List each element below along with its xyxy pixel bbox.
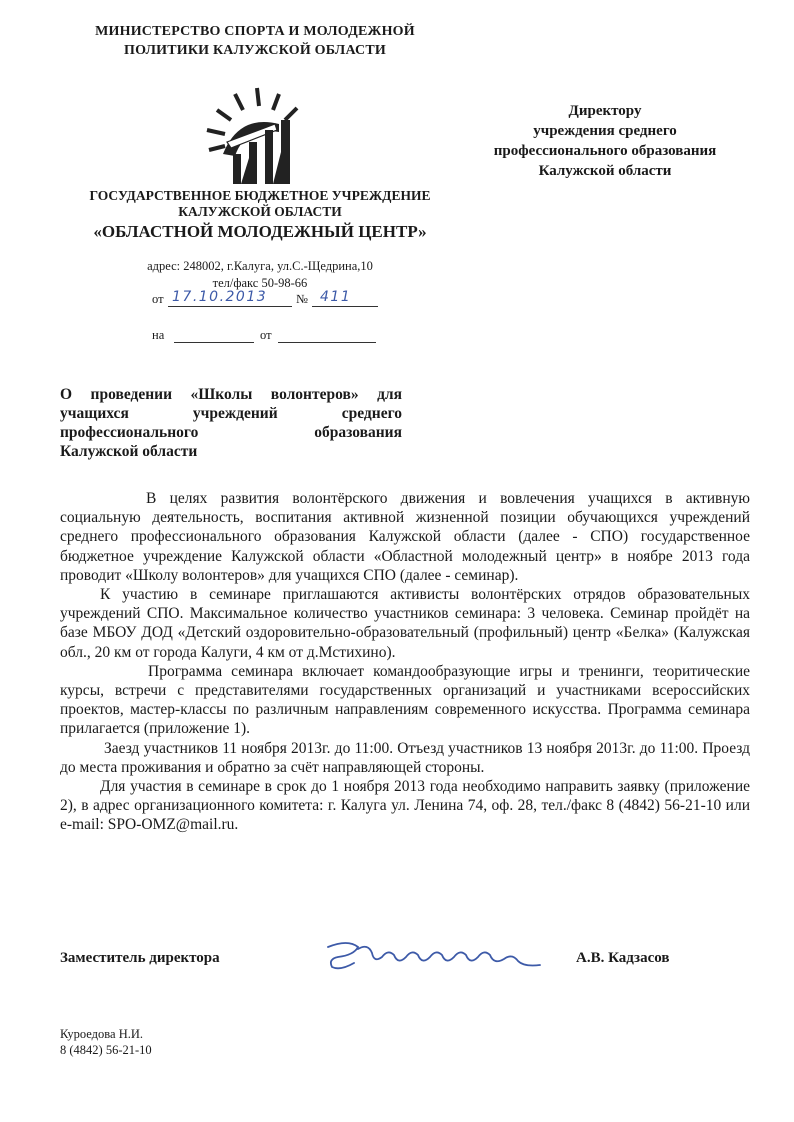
executor-name: Куроедова Н.И. bbox=[60, 1027, 144, 1041]
subject-line-2: учащихся учреждений среднего bbox=[60, 405, 402, 422]
subject-line-3: профессионального образования bbox=[60, 424, 402, 441]
reply-from-label: от bbox=[260, 328, 272, 342]
ministry-line-1: МИНИСТЕРСТВО СПОРТА И МОЛОДЕЖНОЙ bbox=[95, 24, 415, 39]
letter-body bbox=[60, 489, 750, 835]
paragraph-1: В целях развития волонтёрского движения и вовлечения учащихся в активную социальную деятельность, воспитания активной жизненной позиции обучающихся учреждений среднего профессионального образования Калужской области (далее - СПО) государственное бюджетное учреждение Калужской области «Областной молодежный центр» в ноябре 2013 года проводит «Школу волонтеров» для учащихся СПО (далее - семинар). bbox=[60, 490, 750, 584]
number-underline bbox=[312, 306, 378, 307]
recipient-line-3: профессионального образования bbox=[493, 143, 717, 159]
reply-line bbox=[152, 324, 392, 346]
reply-label: на bbox=[152, 328, 165, 342]
date-underline bbox=[168, 306, 292, 307]
ministry-line-2: ПОЛИТИКИ КАЛУЖСКОЙ ОБЛАСТИ bbox=[123, 43, 386, 58]
paragraph-4: Заезд участников 11 ноября 2013г. до 11:00. Отъезд участников 13 ноября 2013г. до 11:00. Проезд до места проживания и обратно за счёт направляющей стороны. bbox=[60, 739, 750, 776]
phone: тел/факс 50-98-66 bbox=[212, 276, 308, 290]
address-block bbox=[100, 258, 420, 292]
signer-name: А.В. Кадзасов bbox=[576, 950, 670, 966]
executor-block bbox=[60, 1026, 152, 1058]
org-line-1: ГОСУДАРСТВЕННОЕ БЮДЖЕТНОЕ УЧРЕЖДЕНИЕ bbox=[89, 188, 431, 203]
org-name: «ОБЛАСТНОЙ МОЛОДЕЖНЫЙ ЦЕНТР» bbox=[93, 222, 427, 241]
recipient-line-4: Калужской области bbox=[538, 163, 672, 179]
subject-block bbox=[60, 385, 402, 461]
subject-line-4: Калужской области bbox=[60, 443, 198, 460]
address: адрес: 248002, г.Калуга, ул.С.-Щедрина,10 bbox=[147, 259, 373, 273]
executor-phone: 8 (4842) 56-21-10 bbox=[60, 1043, 152, 1057]
paragraph-2: К участию в семинаре приглашаются активисты волонтёрских отрядов образовательных учреждений СПО. Максимальное количество участников семинара: 3 человека. Семинар пройдёт на базе МБОУ ДОД «Детский оздоровительно-образовательный (профильный) центр «Белка» (Калужская обл., 20 км от города Калуги, 4 км от д.Мстихино). bbox=[60, 586, 750, 661]
from-label: от bbox=[152, 292, 164, 306]
subject-line-1: О проведении «Школы волонтеров» для bbox=[60, 386, 402, 403]
recipient-line-1: Директору bbox=[568, 103, 642, 119]
reply-number-underline bbox=[174, 342, 254, 343]
paragraph-3: Программа семинара включает командообразующие игры и тренинги, теоритические курсы, встречи с представителями государственных организаций и участниками всероссийских проектов, мастер-классы по различным направлениям современного искусства. Программа семинара прилагается (приложение 1). bbox=[60, 662, 750, 738]
signer-position: Заместитель директора bbox=[60, 950, 220, 966]
recipient-line-2: учреждения среднего bbox=[533, 123, 677, 139]
reply-date-underline bbox=[278, 342, 376, 343]
handwritten-signature-icon bbox=[318, 935, 548, 975]
number-label: № bbox=[296, 292, 308, 306]
outgoing-line bbox=[152, 288, 392, 310]
paragraph-5: Для участия в семинаре в срок до 1 ноября 2013 года необходимо направить заявку (приложение 2), в адрес организационного комитета: г. Калуга ул. Ленина 74, оф. 28, тел./факс 8 (4842) 56-21-10 или e-mail: SPO-OMZ@mail.ru. bbox=[60, 778, 750, 834]
organization-block bbox=[60, 188, 460, 244]
organization-logo-icon bbox=[205, 84, 315, 189]
ministry-header bbox=[70, 22, 440, 60]
org-line-2: КАЛУЖСКОЙ ОБЛАСТИ bbox=[178, 204, 342, 219]
handwritten-date: 17.10.2013 bbox=[172, 289, 268, 305]
handwritten-number: 411 bbox=[320, 289, 352, 305]
recipient-block bbox=[440, 101, 770, 181]
